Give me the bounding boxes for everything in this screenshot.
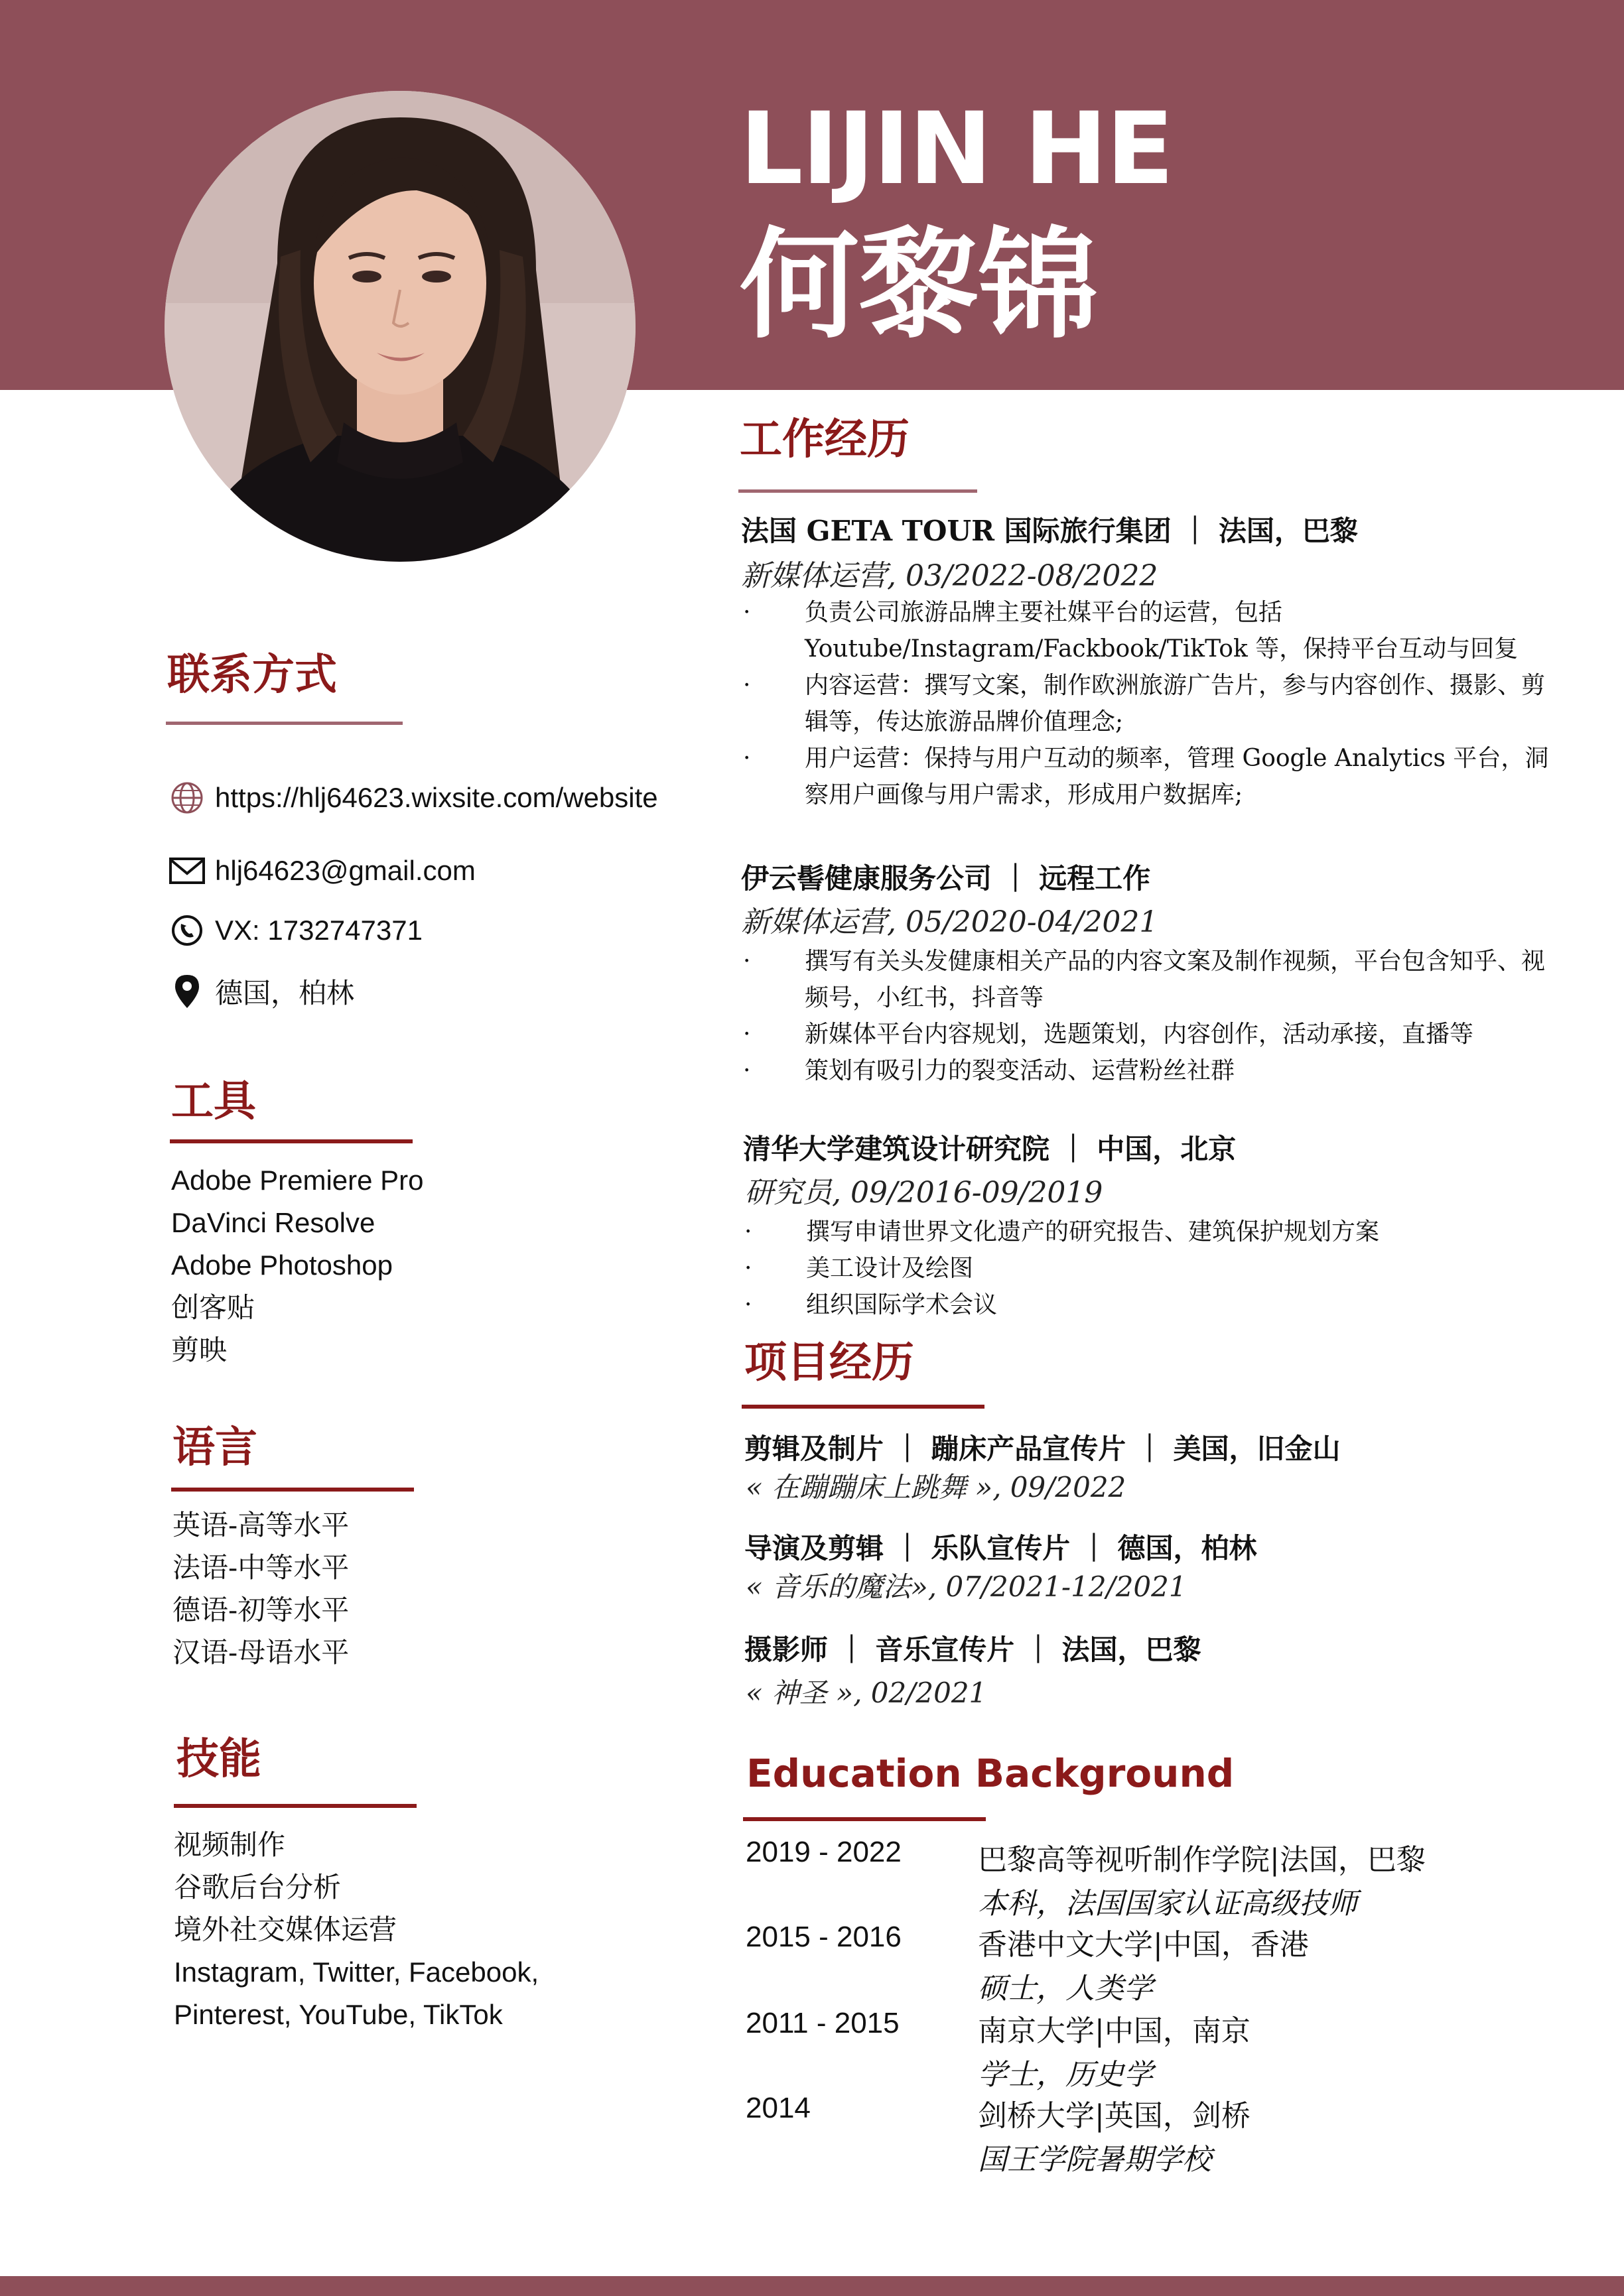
education-divider bbox=[743, 1817, 986, 1821]
job-bullet: · 用户运营：保持与用户互动的频率，管理 Google Analytics 平台，洞察用户画像与用户需求，形成用户数据库; bbox=[743, 740, 1566, 813]
job-heading: 法国 GETA TOUR 国际旅行集团 ｜ 法国，巴黎 bbox=[741, 515, 1358, 547]
contact-website[interactable] bbox=[169, 779, 658, 816]
footer-bar bbox=[0, 2276, 1624, 2296]
skills-section-title: 技能 bbox=[176, 1735, 261, 1783]
language-item: 法语-中等水平 bbox=[172, 1551, 350, 1584]
mail-icon bbox=[169, 852, 206, 889]
language-item: 德语-初等水平 bbox=[172, 1594, 350, 1626]
contact-email[interactable] bbox=[169, 852, 476, 889]
contact-location bbox=[169, 972, 354, 1011]
tools-divider bbox=[170, 1139, 413, 1143]
location-pin-icon bbox=[169, 973, 206, 1010]
language-item: 英语-高等水平 bbox=[172, 1509, 350, 1541]
languages-section-title: 语言 bbox=[172, 1423, 257, 1471]
tool-item: Adobe Premiere Pro bbox=[171, 1165, 424, 1196]
education-degree: 本科，法国国家认证高级技师 bbox=[978, 1887, 1357, 1921]
skill-item: Pinterest, YouTube, TikTok bbox=[174, 1999, 503, 2030]
education-degree: 学士，历史学 bbox=[978, 2058, 1153, 2092]
education-degree: 国王学院暑期学校 bbox=[978, 2143, 1211, 2177]
profile-photo bbox=[165, 91, 636, 562]
job-role: 新媒体运营, 05/2020-04/2021 bbox=[741, 905, 1158, 939]
education-school: 香港中文大学|中国，香港 bbox=[978, 1928, 1309, 1962]
skills-divider bbox=[174, 1804, 417, 1808]
education-years: 2015 - 2016 bbox=[746, 1921, 902, 1953]
education-school: 巴黎高等视听制作学院|法国，巴黎 bbox=[978, 1843, 1426, 1877]
education-years: 2011 - 2015 bbox=[746, 2007, 900, 2039]
job-bullet: · 撰写申请世界文化遗产的研究报告、建筑保护规划方案 bbox=[744, 1214, 1567, 1250]
email-link[interactable]: hlj64623@gmail.com bbox=[215, 855, 476, 886]
name-chinese: 何黎锦 bbox=[740, 215, 1099, 355]
tools-section-title: 工具 bbox=[171, 1077, 256, 1125]
job-bullets bbox=[743, 594, 1566, 813]
languages-list bbox=[172, 1504, 349, 1674]
tools-list bbox=[171, 1159, 424, 1371]
website-link[interactable]: https://hlj64623.wixsite.com/website bbox=[215, 782, 658, 813]
education-years: 2014 bbox=[746, 2092, 811, 2124]
skills-list bbox=[174, 1824, 539, 2036]
job-bullet: · 组织国际学术会议 bbox=[744, 1287, 1567, 1323]
job-bullet: · 内容运营：撰写文案，制作欧洲旅游广告片，参与内容创作、摄影、剪辑等，传达旅游品牌价值理念; bbox=[743, 667, 1566, 740]
tool-item: DaVinci Resolve bbox=[171, 1207, 375, 1238]
job-bullet: · 策划有吸引力的裂变活动、运营粉丝社群 bbox=[743, 1052, 1566, 1089]
education-school: 剑桥大学|英国，剑桥 bbox=[978, 2099, 1251, 2133]
job-role: 新媒体运营, 03/2022-08/2022 bbox=[741, 559, 1158, 593]
work-divider bbox=[738, 489, 977, 493]
project-subtitle: « 神圣 », 02/2021 bbox=[746, 1677, 987, 1709]
education-degree: 硕士，人类学 bbox=[978, 1972, 1153, 2006]
skill-item: 谷歌后台分析 bbox=[174, 1871, 342, 1903]
project-heading: 摄影师 ｜ 音乐宣传片 ｜ 法国，巴黎 bbox=[744, 1633, 1201, 1666]
job-bullets bbox=[743, 943, 1566, 1089]
job-bullet: · 负责公司旅游品牌主要社媒平台的运营，包括 Youtube/Instagram/Fackbook/TikTok 等，保持平台互动与回复 bbox=[743, 594, 1566, 667]
languages-divider bbox=[171, 1488, 414, 1492]
job-heading: 伊云髻健康服务公司 ｜ 远程工作 bbox=[741, 862, 1151, 895]
project-heading: 剪辑及制片 ｜ 蹦床产品宣传片 ｜ 美国，旧金山 bbox=[744, 1433, 1341, 1465]
skill-item: 境外社交媒体运营 bbox=[174, 1913, 397, 1946]
education-school: 南京大学|中国，南京 bbox=[978, 2014, 1251, 2048]
project-subtitle: « 音乐的魔法», 07/2021-12/2021 bbox=[746, 1570, 1187, 1603]
wechat-id: VX: 1732747371 bbox=[215, 915, 423, 946]
skill-item: 视频制作 bbox=[174, 1828, 286, 1861]
project-subtitle: « 在蹦蹦床上跳舞 », 09/2022 bbox=[746, 1471, 1126, 1503]
job-bullet: · 撰写有关头发健康相关产品的内容文案及制作视频，平台包含知乎、视频号，小红书，抖音等 bbox=[743, 943, 1566, 1016]
job-bullets bbox=[744, 1214, 1567, 1323]
job-bullet: · 美工设计及绘图 bbox=[744, 1250, 1567, 1287]
globe-icon bbox=[169, 779, 206, 816]
tool-item: Adobe Photoshop bbox=[171, 1249, 393, 1281]
language-item: 汉语-母语水平 bbox=[172, 1636, 350, 1669]
job-bullet: · 新媒体平台内容规划，选题策划，内容创作，活动承接，直播等 bbox=[743, 1016, 1566, 1052]
project-heading: 导演及剪辑 ｜ 乐队宣传片 ｜ 德国，柏林 bbox=[744, 1532, 1257, 1564]
projects-divider bbox=[742, 1405, 984, 1409]
job-heading: 清华大学建筑设计研究院 ｜ 中国，北京 bbox=[743, 1133, 1237, 1165]
location-text: 德国，柏林 bbox=[215, 977, 355, 1009]
contact-wechat bbox=[169, 912, 423, 949]
education-years: 2019 - 2022 bbox=[746, 1836, 902, 1868]
tool-item: 创客贴 bbox=[171, 1291, 255, 1324]
contact-divider bbox=[166, 722, 403, 725]
contact-section-title: 联系方式 bbox=[167, 651, 337, 698]
job-role: 研究员, 09/2016-09/2019 bbox=[744, 1176, 1103, 1210]
phone-icon bbox=[169, 912, 206, 949]
projects-section-title: 项目经历 bbox=[744, 1338, 914, 1386]
name-english: LIJIN HE bbox=[740, 92, 1173, 207]
tool-item: 剪映 bbox=[171, 1334, 228, 1366]
work-section-title: 工作经历 bbox=[740, 415, 910, 463]
skill-item: Instagram, Twitter, Facebook, bbox=[174, 1956, 539, 1988]
education-section-title: Education Background bbox=[746, 1751, 1235, 1796]
